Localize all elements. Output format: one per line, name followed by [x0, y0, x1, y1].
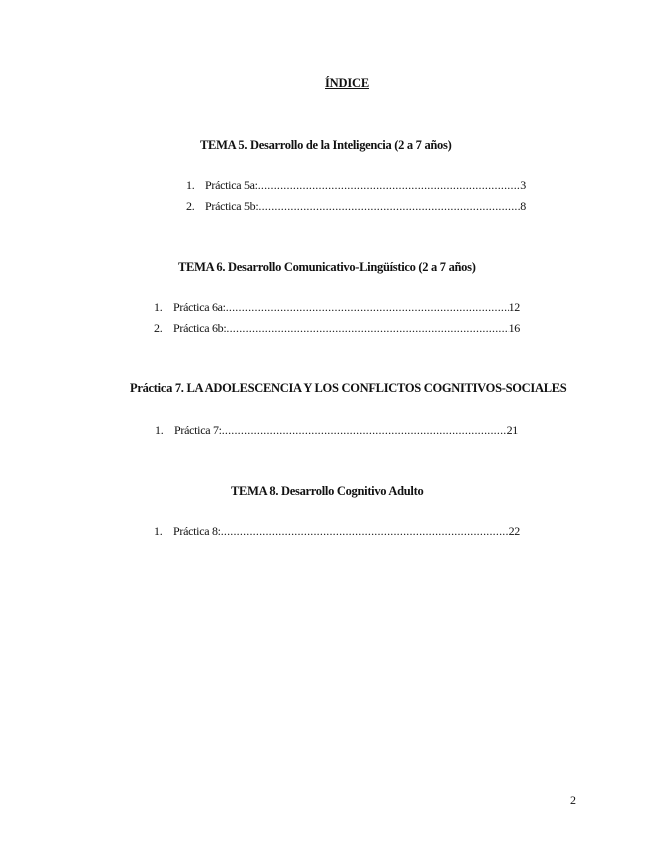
entry-label: Práctica 6b:	[173, 321, 227, 335]
section-heading-tema-6: TEMA 6. Desarrollo Comunicativo-Lingüístico (2 a 7 años)	[178, 260, 476, 274]
index-title: ÍNDICE	[325, 76, 369, 90]
dot-leader	[258, 178, 521, 192]
toc-entry[interactable]	[154, 321, 520, 336]
entry-number: 1.	[155, 423, 164, 437]
entry-number: 2.	[154, 321, 163, 335]
dot-leader	[221, 524, 509, 538]
page-number: 2	[570, 793, 576, 807]
toc-entry[interactable]	[186, 199, 526, 214]
toc-entry[interactable]	[154, 524, 520, 539]
section-heading-tema-5: TEMA 5. Desarrollo de la Inteligencia (2 a 7 años)	[200, 138, 452, 152]
entry-number: 1.	[154, 300, 163, 314]
entry-label: Práctica 6a:	[173, 300, 226, 314]
entry-number: 2.	[186, 199, 195, 213]
entry-label: Práctica 5b:	[205, 199, 259, 213]
dot-leader	[226, 300, 509, 314]
toc-entry[interactable]	[155, 423, 518, 438]
entry-label: Práctica 5a:	[205, 178, 258, 192]
entry-number: 1.	[154, 524, 163, 538]
entry-page: 12	[508, 300, 520, 314]
dot-leader	[222, 423, 507, 437]
entry-label: Práctica 7:	[174, 423, 222, 437]
entry-label: Práctica 8:	[173, 524, 221, 538]
section-heading-tema-8: TEMA 8. Desarrollo Cognitivo Adulto	[231, 484, 424, 498]
entry-page: 3	[520, 178, 526, 192]
dot-leader	[258, 199, 520, 213]
entry-page: 16	[508, 321, 520, 335]
entry-page: 21	[506, 423, 518, 437]
toc-entry[interactable]	[154, 300, 520, 315]
dot-leader	[226, 321, 508, 335]
toc-entry[interactable]	[186, 178, 526, 193]
entry-page: 22	[508, 524, 520, 538]
entry-number: 1.	[186, 178, 195, 192]
section-heading-practica-7: Práctica 7. LA ADOLESCENCIA Y LOS CONFLICTOS COGNITIVOS-SOCIALES	[130, 381, 567, 395]
entry-page: 8	[520, 199, 526, 213]
